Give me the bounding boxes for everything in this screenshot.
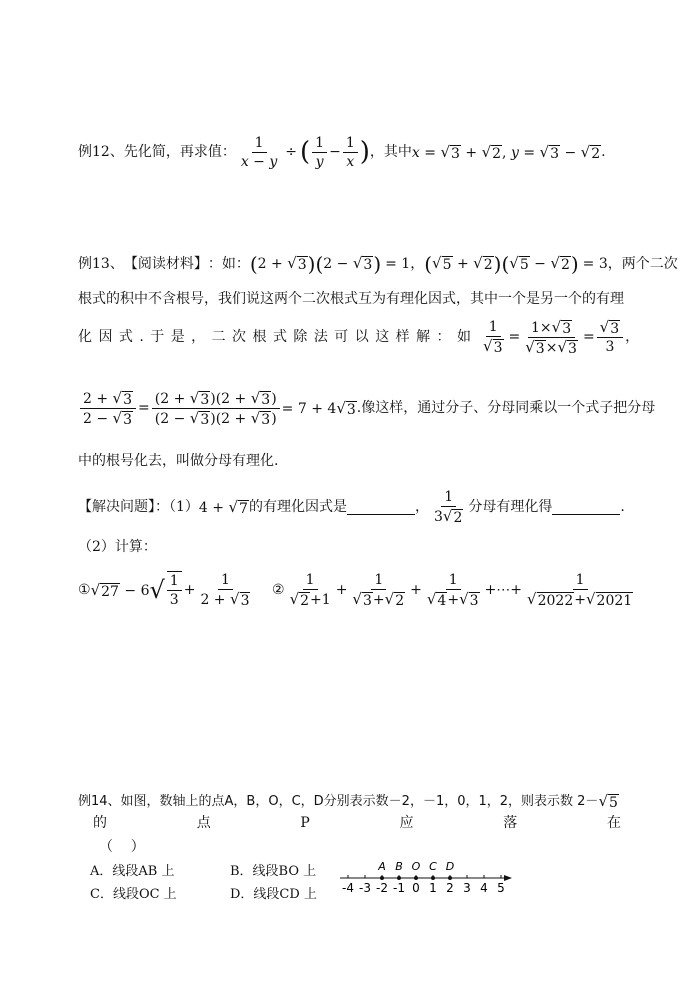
calc-1-marker: ① xyxy=(78,582,91,598)
ex14-line2: 的 点 P 应 落 在 xyxy=(93,815,621,831)
axis-tick-label: 2 xyxy=(446,881,454,895)
number-line xyxy=(336,856,516,900)
ex13-frac-1-sqrt3: 1 √ 3 xyxy=(483,319,503,356)
calc-item-1: ① √ 27 − 6 √ $\frac{1}{3}$ + 1 2 + √ 3 xyxy=(78,566,255,614)
axis-point-label: B xyxy=(395,860,403,873)
axis-point-label: D xyxy=(445,860,455,873)
ex13-product2: ( √ 5 + √ 2 )( √ 5 − √ 2 ) xyxy=(424,252,579,276)
ex13-ru: ：如： xyxy=(207,256,250,272)
axis-arrow-icon xyxy=(504,875,512,881)
calc-2-marker: ② xyxy=(272,582,285,598)
ex12-fraction-1y: $\frac{1}{y}$ xyxy=(312,134,327,171)
ex12-line: 例12、先化简，再求值： $\frac{1}{x - y}$ ÷ ( $\frac{1}{y}$ − $\frac{1}{x}$ ) ，其中 x = √ 3 + √ 2 , y = √ 3 − √ 2 . xyxy=(78,134,606,170)
solve-frac-1-3sqrt2: 1 3 √ 2 xyxy=(433,489,463,526)
ex13-line4-text: .像这样，通过分子、分母同乘以一个式子把分母 xyxy=(356,400,656,416)
option-a[interactable]: A．线段AB 上 xyxy=(90,864,175,879)
sqrt-one-third: √ $\frac{1}{3}$ xyxy=(150,571,184,609)
ex12-fraction-left: $\frac{1}{x - y}$ xyxy=(240,134,278,170)
ex13-frac-result: √ 3 3 xyxy=(597,318,623,356)
ex13-line4: 2 + √ 3 2 − √ 3 = (2 + √ 3 )(2 + √ 3 ) (2 − √ 3 )(2 + √ 3 ) = 7 + 4 √ 3 .像这样，通过分子、分母同乘以一个式子把分母 xyxy=(78,378,655,438)
ex13-label: 例13、 xyxy=(78,256,124,272)
divide-sign: ÷ xyxy=(285,144,297,160)
axis-tick-label: 0 xyxy=(412,881,420,895)
ex12-fraction-1x: $\frac{1}{x}$ xyxy=(343,134,358,171)
ex13-line1 xyxy=(78,252,678,276)
axis-point-C xyxy=(431,876,435,880)
axis-point-label: O xyxy=(411,860,421,873)
ex13-line3: 化 因 式 . 于 是 ， 二 次 根 式 除 法 可 以 这 样 解 ： 如 1 √ 3 = 1× √ 3 √ 3 × √ 3 = √ 3 3 ， xyxy=(78,317,640,357)
ex13-line3-text: 化 因 式 . 于 是 ， 二 次 根 式 除 法 可 以 这 样 解 ： 如 xyxy=(78,329,473,345)
ex13-result: = 7 + 4 √ 3 xyxy=(281,398,356,418)
ex12-mid-text: ，其中 xyxy=(369,144,412,160)
ex13-line5: 中的根号化去，叫做分母有理化. xyxy=(78,453,279,469)
axis-tick-label: 3 xyxy=(463,881,471,895)
axis-point-A xyxy=(380,876,384,880)
calc-label: （2）计算： xyxy=(78,539,157,555)
ex14-text: 例14、如图，数轴上的点A，B，O，C，D分别表示数－2，－1，0，1，2，则表示数 2－ xyxy=(78,793,599,809)
axis-point-label: C xyxy=(429,860,437,873)
ex12-condition: x = √ 3 + √ 2 , y = √ 3 − √ 2 xyxy=(411,142,601,162)
axis-point-label: A xyxy=(378,860,386,873)
calc-item-2: ② 1 √ 2 +1 + 1 √ 3 + √ 2 + 1 √ 4 + √ 3 +⋯+ 1 √ 2022 + √ 2021 xyxy=(272,572,633,609)
axis-tick-label: -4 xyxy=(342,881,354,895)
left-paren: ( xyxy=(300,137,311,167)
axis-point-D xyxy=(448,876,452,880)
ex12-end: . xyxy=(601,144,606,160)
sqrt5: √ 5 xyxy=(598,792,618,811)
axis-tick-label: -3 xyxy=(359,881,371,895)
solve-expr-4-sqrt7: 4 + √ 7 xyxy=(198,497,248,517)
answer-blank-1[interactable] xyxy=(347,500,415,515)
ex13-frac-expanded: (2 + √ 3 )(2 + √ 3 ) (2 − √ 3 )(2 + √ 3 ) xyxy=(152,389,280,428)
solve-label: 【解决问题】：（1） xyxy=(78,499,199,515)
axis-tick-label: 1 xyxy=(429,881,437,895)
axis-tick-label: -1 xyxy=(393,881,405,895)
ex14-line1 xyxy=(78,792,619,811)
ex12-label: 例12、先化简，再求值： xyxy=(78,144,236,160)
axis-point-O xyxy=(414,876,418,880)
solve-line: 【解决问题】：（1） 4 + √ 7 的有理化因式是 ， 1 3 √ 2 分母有理化得 . xyxy=(78,489,625,526)
reading-material: 【阅读材料】 xyxy=(123,256,208,272)
solve-text-b: 分母有理化得 xyxy=(468,499,553,515)
calc-1-frac: 1 2 + √ 3 xyxy=(200,572,250,609)
option-b[interactable]: B．线段BO 上 xyxy=(230,864,317,879)
axis-tick-label: 4 xyxy=(480,881,488,895)
axis-tick-label: -2 xyxy=(376,881,388,895)
right-paren: ) xyxy=(359,137,370,167)
axis-tick-label: 5 xyxy=(497,881,505,895)
axis-point-B xyxy=(397,876,401,880)
option-c[interactable]: C．线段OC 上 xyxy=(90,887,177,902)
ex13-product1: (2 + √ 3 )(2 − √ 3 ) xyxy=(249,252,382,276)
ex13-eq2: = 3，两个二次 xyxy=(582,256,678,272)
ex13-frac-rationalize: 1× √ 3 √ 3 × √ 3 xyxy=(525,317,577,357)
answer-paren: （ ） xyxy=(99,839,145,855)
option-d[interactable]: D．线段CD 上 xyxy=(230,887,317,902)
ex13-frac-2p-2m: 2 + √ 3 2 − √ 3 xyxy=(80,389,136,428)
solve-text-a: 的有理化因式是 xyxy=(248,499,347,515)
ex13-line2: 根式的积中不含根号，我们说这两个二次根式互为有理化因式，其中一个是另一个的有理 xyxy=(78,291,624,307)
answer-blank-2[interactable] xyxy=(552,500,620,515)
ex13-eq1: = 1， xyxy=(385,256,425,272)
